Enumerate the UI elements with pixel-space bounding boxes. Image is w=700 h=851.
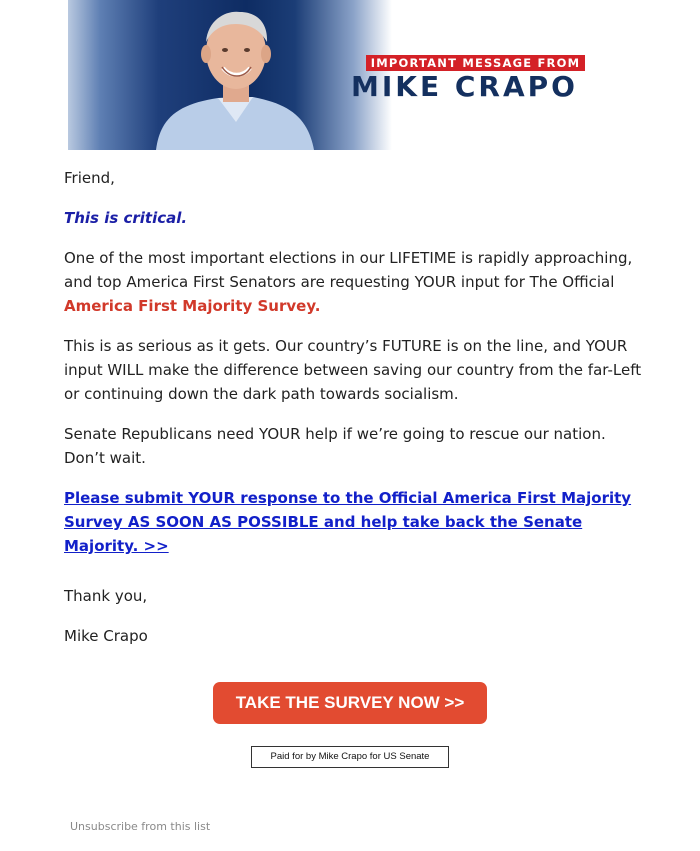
survey-cta-link[interactable]: Please submit YOUR response to the Official America First Majority Survey AS SOON AS POSSIBLE and help take back the Senate Majority. >>	[64, 489, 632, 555]
survey-name-link[interactable]: America First Majority Survey.	[64, 297, 321, 315]
portrait-illustration	[68, 0, 392, 150]
email-body	[64, 166, 644, 664]
paragraph-3: Senate Republicans need YOUR help if we’re going to rescue our nation. Don’t wait.	[64, 425, 606, 467]
paragraph-1-text: One of the most important elections in our LIFETIME is rapidly approaching, and top America First Senators are requesting YOUR input for The Official	[64, 249, 633, 291]
greeting: Friend,	[64, 169, 115, 187]
candidate-name-title: MIKE CRAPO	[351, 70, 578, 103]
paid-for-disclaimer: Paid for by Mike Crapo for US Senate	[251, 746, 449, 768]
unsubscribe-link[interactable]: Unsubscribe from this list	[70, 820, 211, 833]
paragraph-1	[64, 246, 644, 318]
take-survey-button[interactable]: TAKE THE SURVEY NOW >>	[213, 682, 487, 724]
paragraph-2: This is as serious as it gets. Our country’s FUTURE is on the line, and YOUR input WILL make the difference between saving our country from the far-Left or continuing down the dark path towards socialism.	[64, 337, 642, 403]
important-message-badge: IMPORTANT MESSAGE FROM	[366, 55, 585, 71]
email-header-banner	[68, 0, 634, 150]
critical-headline: This is critical.	[64, 209, 188, 227]
closing: Thank you,	[64, 587, 148, 605]
signature: Mike Crapo	[64, 627, 148, 645]
survey-cta-paragraph	[64, 486, 644, 558]
candidate-photo	[68, 0, 392, 150]
